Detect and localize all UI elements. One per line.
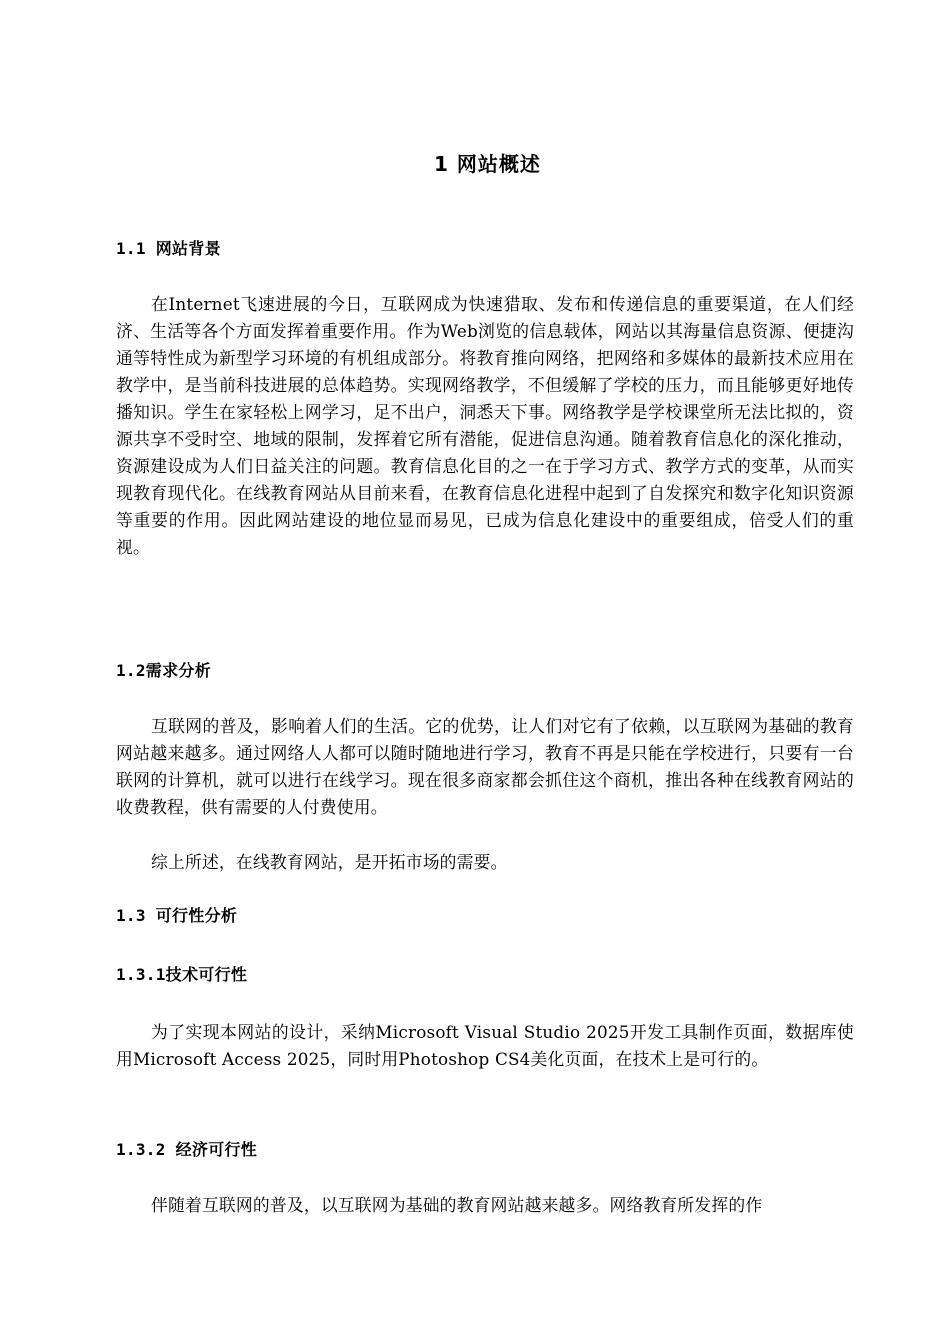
section-heading-1-3: 1.3 可行性分析 [116, 906, 238, 925]
section-heading-1-3-1: 1.3.1技术可行性 [116, 965, 248, 984]
section-heading-1-2: 1.2需求分析 [116, 661, 211, 680]
chapter-title: 1 网站概述 [434, 152, 541, 176]
section-1-3-2-paragraph: 伴随着互联网的普及，以互联网为基础的教育网站越来越多。网络教育所发挥的作 [151, 1195, 763, 1215]
section-1-2-paragraph-1: 互联网的普及，影响着人们的生活。它的优势，让人们对它有了依赖，以互联网为基础的教育网站越来越多。通过网络人人都可以随时随地进行学习，教育不再是只能在学校进行，只要有一台联网的计算机，就可以进行在线学习。现在很多商家都会抓住这个商机，推出各种在线教育网站的收费教程，供有需要的人付费使用。 [116, 716, 854, 817]
section-1-3-1-paragraph: 为了实现本网站的设计，采纳Microsoft Visual Studio 2025开发工具制作页面，数据库使用Microsoft Access 2025，同时用Photoshop CS4美化页面，在技术上是可行的。 [116, 1022, 854, 1069]
section-1-2-paragraph-2: 综上所述，在线教育网站，是开拓市场的需要。 [151, 852, 508, 872]
section-heading-1-3-2: 1.3.2 经济可行性 [116, 1140, 258, 1159]
section-heading-1-1: 1.1 网站背景 [116, 239, 221, 258]
section-1-1-paragraph: 在Internet飞速进展的今日，互联网成为快速猎取、发布和传递信息的重要渠道，在人们经济、生活等各个方面发挥着重要作用。作为Web浏览的信息载体，网站以其海量信息资源、便捷沟通等特性成为新型学习环境的有机组成部分。将教育推向网络，把网络和多媒体的最新技术应用在教学中，是当前科技进展的总体趋势。实现网络教学，不但缓解了学校的压力，而且能够更好地传播知识。学生在家轻松上网学习，足不出户，洞悉天下事。网络教学是学校课堂所无法比拟的，资源共享不受时空、地域的限制，发挥着它所有潜能，促进信息沟通。随着教育信息化的深化推动，资源建设成为人们日益关注的问题。教育信息化目的之一在于学习方式、教学方式的变革，从而实现教育现代化。在线教育网站从目前来看，在教育信息化进程中起到了自发探究和数字化知识资源等重要的作用。因此网站建设的地位显而易见，已成为信息化建设中的重要组成，倍受人们的重视。 [116, 294, 854, 557]
